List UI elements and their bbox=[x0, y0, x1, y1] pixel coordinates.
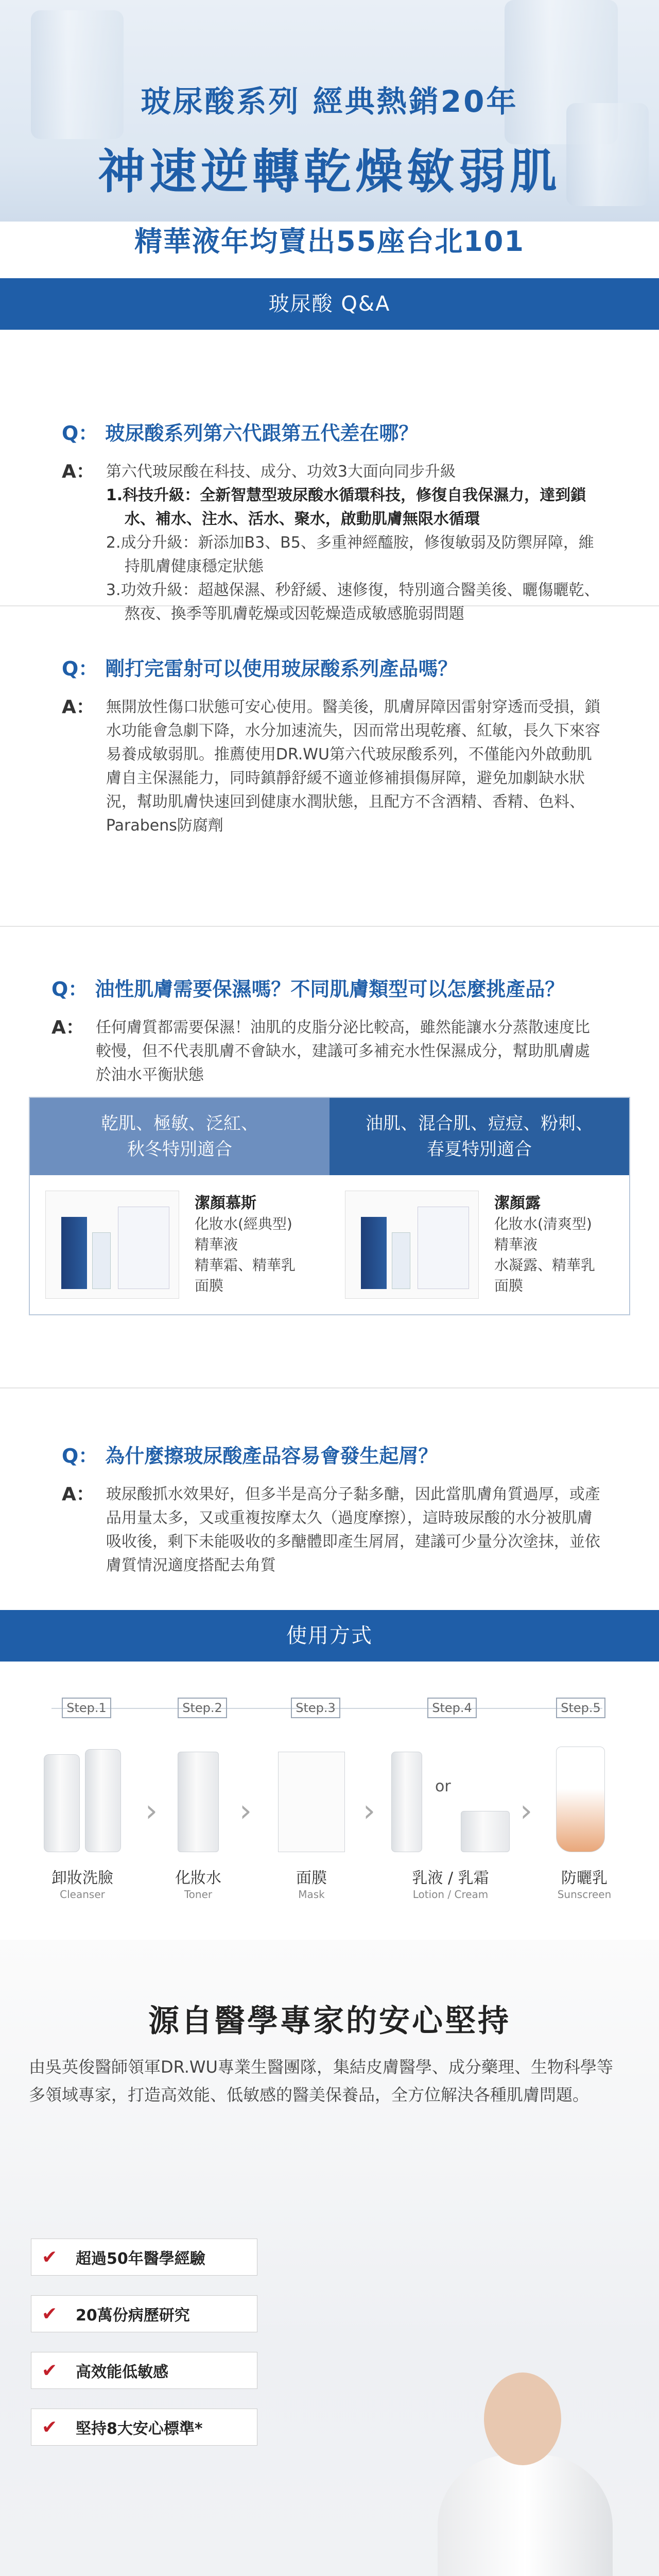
question: Q： 剛打完雷射可以使用玻尿酸系列產品嗎？ bbox=[62, 657, 458, 680]
hero-headline: 神速逆轉乾燥敏弱肌 bbox=[97, 144, 561, 199]
step-label: Step.1 bbox=[62, 1698, 111, 1718]
credential-badge: ✔ 20萬份病歷研究 bbox=[31, 2295, 257, 2332]
usage-section-title: 使用方式 bbox=[0, 1610, 659, 1662]
qa-item-2 bbox=[0, 606, 659, 926]
step-name: 化妝水 bbox=[175, 1869, 221, 1887]
step-name: 卸妝洗臉 bbox=[51, 1869, 113, 1887]
check-icon: ✔ bbox=[42, 2303, 58, 2325]
or-text: or bbox=[435, 1777, 451, 1795]
check-icon: ✔ bbox=[42, 2416, 58, 2438]
sunscreen-tube-image bbox=[556, 1747, 605, 1852]
answer: A： 玻尿酸抓水效果好，但多半是高分子黏多醣，因此當肌膚角質過厚，或產品用量太多，又或重複按摩太久（過度摩擦），這時玻尿酸的水分被肌膚吸收後，剩下未能吸收的多醣體即產生屑屑，建議可少量分次塗抹，並依膚質情況適度搭配去角質 bbox=[62, 1484, 600, 1574]
step-name-en: Mask bbox=[298, 1888, 325, 1901]
step-label: Step.4 bbox=[427, 1698, 477, 1718]
qa-item-3 bbox=[0, 927, 659, 1097]
step-name: 防曬乳 bbox=[561, 1869, 608, 1887]
step-label: Step.2 bbox=[178, 1698, 227, 1718]
chevron-right-icon: › bbox=[145, 1793, 158, 1829]
answer: A： 無開放性傷口狀態可安心使用。醫美後，肌膚屏障因雷射穿透而受損，鎖水功能會急劇下降，水分加速流失，因而常出現乾癢、紅敏，長久下來容易養成敏弱肌。推薦使用DR.WU第六代玻尿酸系列，不僅能內外啟動肌膚自主保濕能力，同時鎮靜舒緩不適並修補損傷屏障，避免加劇缺水狀況，幫助肌膚快速回到健康水潤狀態，且配方不含酒精、香精、色料、Parabens防腐劑 bbox=[62, 697, 600, 835]
step-name-en: Cleanser bbox=[60, 1888, 105, 1901]
doctor-intro: 由吳英俊醫師領軍DR.WU專業生醫團隊，集結皮膚醫學、成分藥理、生物科學等多領域專家，打造高效能、低敏感的醫美保養品，全方位解決各種肌膚問題。 bbox=[29, 2057, 613, 2105]
doctor-section bbox=[0, 1940, 659, 2576]
doctor-photo bbox=[427, 2362, 623, 2576]
chevron-right-icon: › bbox=[363, 1793, 375, 1829]
answer: A： 第六代玻尿酸在科技、成分、功效3大面向同步升級 1.科技升級：全新智慧型玻尿酸水循環科技，修復自我保濕力，達到鎖水、補水、注水、活水、聚水，啟動肌膚無限水循環 2.成分升級：新添加B3、B5、多重神經醯胺，修復敏弱及防禦屏障，維持肌膚健康穩定狀態 3.功效升級：超越保濕、秒舒緩、速修復，特別適合醫美後、曬傷曬乾、熬夜、換季等肌膚乾燥或因乾燥造成敏感脆弱問題 bbox=[62, 461, 600, 623]
step-name-en: Sunscreen bbox=[557, 1888, 612, 1901]
credential-badge: ✔ 高效能低敏感 bbox=[31, 2352, 257, 2389]
step-name: 面膜 bbox=[296, 1869, 327, 1887]
compare-dry-skin: 乾肌、極敏、泛紅、 秋冬特別適合 潔顏慕斯 化妝水(經典型) 精華液 精華霜、精華乳 面膜 bbox=[30, 1098, 330, 1314]
doctor-title: 源自醫學專家的安心堅持 bbox=[148, 2003, 511, 2039]
chevron-right-icon: › bbox=[239, 1793, 252, 1829]
check-icon: ✔ bbox=[42, 2360, 58, 2381]
qa-section-title: 玻尿酸 Q&A bbox=[0, 278, 659, 330]
step-name-en: Toner bbox=[184, 1888, 213, 1901]
step-name: 乳液 / 乳霜 bbox=[412, 1869, 489, 1887]
skin-type-comparison bbox=[29, 1097, 630, 1315]
cream-jar-image bbox=[461, 1811, 510, 1852]
step-label: Step.5 bbox=[556, 1698, 605, 1718]
cleanser-bottle-image bbox=[44, 1754, 80, 1852]
question: Q： 為什麼擦玻尿酸產品容易會發生起屑？ bbox=[62, 1445, 438, 1467]
compare-oily-skin: 油肌、混合肌、痘痘、粉刺、 春夏特別適合 潔顏露 化妝水(清爽型) 精華液 水凝露、精華乳 面膜 bbox=[330, 1098, 629, 1314]
step-name-en: Lotion / Cream bbox=[412, 1888, 489, 1901]
qa-item-1 bbox=[0, 330, 659, 623]
check-icon: ✔ bbox=[42, 2246, 58, 2268]
hero-line-1: 玻尿酸系列 經典熱銷20年 bbox=[141, 84, 518, 119]
credential-badge: ✔ 堅持8大安心標準* bbox=[31, 2409, 257, 2446]
credential-badge: ✔ 超過50年醫學經驗 bbox=[31, 2239, 257, 2276]
question: Q： 玻尿酸系列第六代跟第五代差在哪？ bbox=[62, 422, 419, 445]
usage-steps bbox=[0, 1662, 659, 1940]
lotion-bottle-image bbox=[391, 1752, 422, 1852]
qa-item-4 bbox=[0, 1388, 659, 1610]
step-label: Step.3 bbox=[291, 1698, 340, 1718]
answer: A： 任何膚質都需要保濕！油肌的皮脂分泌比較高，雖然能讓水分蒸散速度比較慢，但不代表肌膚不會缺水，建議可多補充水性保濕成分，幫助肌膚處於油水平衡狀態 bbox=[51, 1017, 590, 1084]
toner-bottle-image bbox=[178, 1752, 219, 1852]
question: Q： 油性肌膚需要保濕嗎？不同肌膚類型可以怎麼挑產品？ bbox=[51, 978, 565, 1001]
product-set-image bbox=[45, 1191, 179, 1299]
product-set-image bbox=[345, 1191, 479, 1299]
chevron-right-icon: › bbox=[520, 1793, 532, 1829]
hero-banner bbox=[0, 0, 659, 258]
mask-pack-image bbox=[278, 1752, 345, 1852]
hero-subline: 精華液年均賣出55座台北101 bbox=[134, 225, 525, 258]
